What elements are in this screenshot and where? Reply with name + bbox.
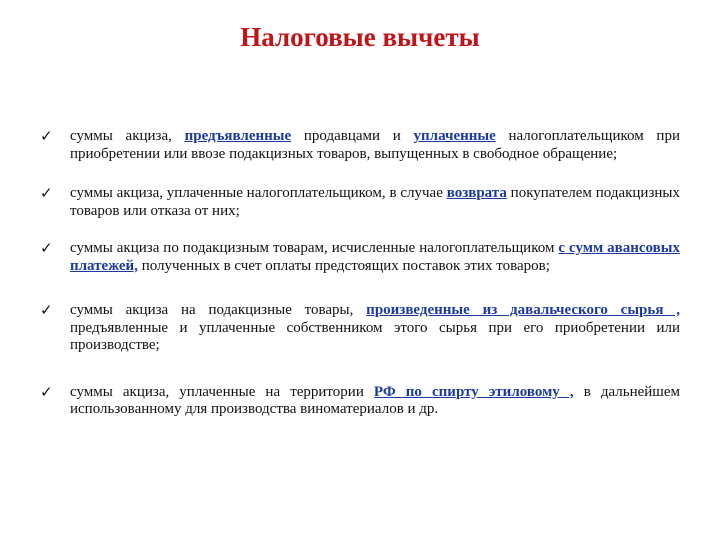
term-link-presented[interactable]: предъявленные (184, 128, 292, 144)
item-text: суммы акциза на подакцизные товары, (70, 302, 367, 318)
item-text: полученных в счет оплаты предстоящих поставок этих товаров; (137, 257, 550, 274)
item-text: предъявленные и уплаченные собственником этого сырья при его приобретении или производстве; (70, 319, 680, 353)
checkmark-icon: ✓ (40, 127, 53, 145)
item-text: в дальнейшем использованному для производства виноматериалов и др. (70, 383, 681, 417)
list-item (40, 128, 680, 163)
term-link-return[interactable]: возврата (446, 185, 507, 201)
item-text: налогоплательщиком при приобретении или ввозе подакцизных товаров, выпущенных в свободное обращение; (70, 128, 680, 162)
term-link-paid[interactable]: уплаченные (413, 128, 496, 144)
list-item (40, 240, 680, 275)
checkmark-icon: ✓ (40, 382, 53, 401)
checkmark-icon: ✓ (40, 301, 53, 319)
term-link-ethyl-alcohol[interactable]: РФ по спирту этиловому , (373, 383, 574, 400)
item-text: суммы акциза по подакцизным товарам, исчисленные налогоплательщиком (70, 240, 559, 256)
page-title: Налоговые вычеты (240, 22, 480, 52)
list-item (40, 384, 680, 419)
list-item (40, 185, 680, 220)
item-text: суммы акциза, уплаченные на территории (70, 383, 374, 400)
list-item (40, 302, 680, 355)
item-text: покупателем подакцизных товаров или отказа от них; (70, 185, 680, 219)
term-link-advance-payments[interactable]: с сумм авансовых платежей, (70, 240, 680, 274)
item-text: продавцами и (291, 128, 414, 144)
checkmark-icon: ✓ (40, 239, 53, 257)
item-text: суммы акциза, (70, 128, 185, 144)
deduction-list (40, 128, 680, 419)
checkmark-icon: ✓ (40, 184, 53, 202)
item-text: суммы акциза, уплаченные налогоплательщиком, в случае (70, 185, 447, 201)
term-link-tolling-raw-materials[interactable]: произведенные из давальческого сырья , (366, 302, 680, 318)
